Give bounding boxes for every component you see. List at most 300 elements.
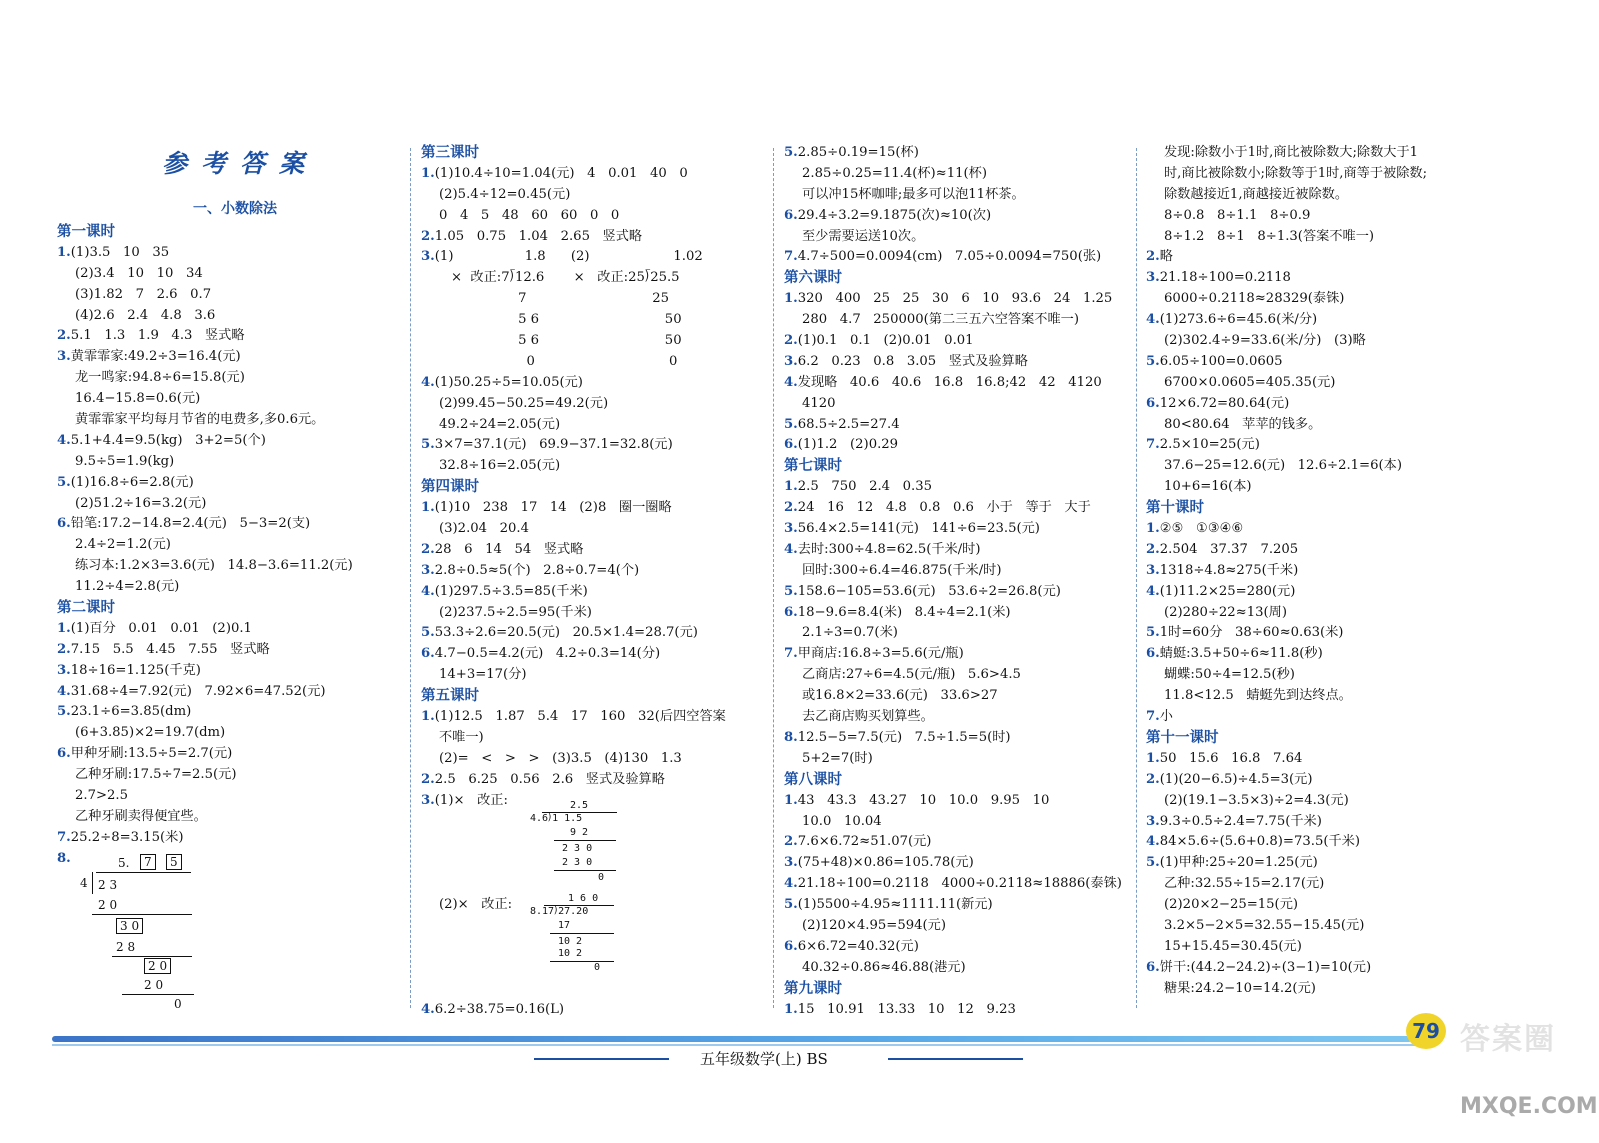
answer-text: 18−9.6=8.4(米) 8.4÷4=2.1(米) bbox=[797, 604, 1011, 620]
answer-continuation: (3)1.82 7 2.6 0.7 bbox=[75, 286, 212, 302]
answer-text: 53.3÷2.6=20.5(元) 20.5×1.4=28.7(元) bbox=[434, 625, 698, 641]
column-divider bbox=[410, 148, 411, 1008]
answer-item bbox=[57, 702, 402, 723]
item-number: 1. bbox=[421, 500, 435, 516]
answer-item bbox=[1146, 853, 1491, 874]
answer-continuation: 去乙商店购买划算些。 bbox=[802, 709, 934, 725]
divisor: 4 bbox=[80, 876, 88, 890]
footer-rule-right bbox=[888, 1058, 1023, 1060]
answer-continuation: 5+2=7(时) bbox=[802, 750, 873, 766]
answer-text: 7.6×6.72≈51.07(元) bbox=[797, 834, 932, 850]
answer-item bbox=[57, 431, 402, 452]
answer-text: 23.1÷6=3.85(dm) bbox=[70, 704, 192, 720]
answer-text: 黄霏霏家:49.2÷3=16.4(元) bbox=[70, 349, 241, 365]
answer-item bbox=[1146, 519, 1491, 540]
answer-item bbox=[784, 791, 1129, 812]
answer-item bbox=[784, 289, 1129, 310]
answer-item bbox=[421, 1000, 766, 1021]
item-number: 6. bbox=[421, 646, 435, 662]
answer-item bbox=[57, 682, 402, 703]
answer-continuation: 可以冲15杯咖啡;最多可以泡11杯茶。 bbox=[802, 186, 1025, 202]
answer-item bbox=[1146, 770, 1491, 791]
answer-text: 31.68÷4=7.92(元) 7.92×6=47.52(元) bbox=[70, 683, 326, 699]
answer-item bbox=[421, 644, 766, 665]
answer-item bbox=[421, 247, 766, 268]
answer-text: 9.3÷0.5÷2.4=7.75(千米) bbox=[1159, 813, 1322, 829]
item-number: 2. bbox=[421, 771, 435, 787]
answer-item bbox=[784, 853, 1129, 874]
answer-continuation: (2)(19.1−3.5×3)÷2=4.3(元) bbox=[1164, 792, 1349, 808]
item-number: 2. bbox=[1146, 249, 1160, 265]
answer-item bbox=[784, 247, 1129, 268]
division-row: 2 0 bbox=[98, 898, 118, 912]
answer-continuation: 11.8<12.5 蜻蜓先到达终点。 bbox=[1164, 688, 1352, 704]
answer-text: (1)273.6÷6=45.6(米/分) bbox=[1159, 312, 1318, 328]
answer-text: (1)50.25÷5=10.05(元) bbox=[434, 374, 583, 390]
answer-item bbox=[784, 435, 1129, 456]
item-number: 5. bbox=[421, 437, 435, 453]
answer-item bbox=[784, 728, 1129, 749]
item-number: 4. bbox=[421, 1001, 435, 1017]
answer-text: 6.2÷38.75=0.16(L) bbox=[434, 1001, 565, 1017]
answer-item bbox=[57, 514, 402, 535]
item-number: 2. bbox=[57, 641, 71, 657]
item-number: 1. bbox=[57, 244, 71, 260]
answer-continuation: (6+3.85)×2=19.7(dm) bbox=[75, 725, 226, 741]
answer-continuation: (2)120×4.95=594(元) bbox=[802, 917, 946, 933]
answer-continuation: 4120 bbox=[802, 395, 836, 411]
item-number: 1. bbox=[1146, 521, 1160, 537]
item-number: 3. bbox=[1146, 270, 1160, 286]
lesson-heading: 第七课时 bbox=[784, 458, 842, 475]
answer-item bbox=[784, 937, 1129, 958]
answer-continuation: 14+3=17(分) bbox=[439, 667, 527, 683]
answer-continuation: 0 0 bbox=[451, 353, 678, 369]
answer-item bbox=[784, 832, 1129, 853]
answer-text: 21.18÷100=0.2118 bbox=[1159, 270, 1291, 286]
answer-continuation: 至少需要运送10次。 bbox=[802, 228, 925, 244]
item-number: 1. bbox=[784, 291, 798, 307]
item-number: 3. bbox=[784, 855, 798, 871]
watermark-url: MXQE.COM bbox=[1460, 1094, 1598, 1119]
answer-text: 2.5 750 2.4 0.35 bbox=[797, 479, 932, 495]
division-row: 2 3 bbox=[98, 878, 118, 892]
item-number: 2. bbox=[57, 328, 71, 344]
item-number: 6. bbox=[784, 604, 798, 620]
item-number: 5. bbox=[784, 897, 798, 913]
answer-continuation: 11.2÷4=2.8(元) bbox=[75, 579, 180, 595]
answer-text: (1)甲种:25÷20=1.25(元) bbox=[1159, 855, 1318, 871]
answer-item bbox=[421, 373, 766, 394]
answer-item bbox=[57, 661, 402, 682]
item-number: 4. bbox=[784, 541, 798, 557]
answer-item bbox=[784, 582, 1129, 603]
item-number: 3. bbox=[784, 353, 798, 369]
answer-continuation: 32.8÷16=2.05(元) bbox=[439, 458, 561, 474]
answer-continuation: 乙商店:27÷6=4.5(元/瓶) 5.6>4.5 bbox=[802, 667, 1021, 683]
item-number: 6. bbox=[1146, 959, 1160, 975]
answer-text: 12×6.72=80.64(元) bbox=[1159, 395, 1290, 411]
answer-item bbox=[1146, 707, 1491, 728]
answer-text: 饼干:(44.2−24.2)÷(3−1)=10(元) bbox=[1159, 959, 1372, 975]
answer-text: (1)297.5÷3.5=85(千米) bbox=[434, 583, 588, 599]
item-number: 5. bbox=[784, 583, 798, 599]
answer-text: 21.18÷100=0.2118 4000÷0.2118≈18886(泰铢) bbox=[797, 876, 1122, 892]
item-number: 6. bbox=[57, 516, 71, 532]
lesson-heading: 第十课时 bbox=[1146, 500, 1204, 517]
answer-continuation: (4)2.6 2.4 4.8 3.6 bbox=[75, 307, 216, 323]
answer-continuation: 或16.8×2=33.6(元) 33.6>27 bbox=[802, 688, 998, 704]
quotient-box: 7 bbox=[140, 854, 156, 870]
item-number: 7. bbox=[784, 646, 798, 662]
answer-text: 158.6−105=53.6(元) 53.6÷2=26.8(元) bbox=[797, 583, 1061, 599]
answer-text: 铅笔:17.2−14.8=2.4(元) 5−3=2(支) bbox=[70, 516, 311, 532]
answer-text: 56.4×2.5=141(元) 141÷6=23.5(元) bbox=[797, 521, 1040, 537]
answer-item bbox=[57, 828, 402, 849]
answer-text: 3×7=37.1(元) 69.9−37.1=32.8(元) bbox=[434, 437, 673, 453]
answer-item bbox=[784, 540, 1129, 561]
answer-continuation: 2.7>2.5 bbox=[75, 788, 128, 804]
item-number: 4. bbox=[1146, 312, 1160, 328]
answer-continuation: 280 4.7 250000(第二三五六空答案不唯一) bbox=[802, 312, 1079, 328]
quotient-box: 5 bbox=[166, 854, 182, 870]
lesson-heading: 第二课时 bbox=[57, 600, 115, 617]
answer-continuation: 2.85÷0.25=11.4(杯)≈11(杯) bbox=[802, 165, 987, 181]
item-number: 5. bbox=[1146, 625, 1160, 641]
item-number: 3. bbox=[57, 349, 71, 365]
answer-text: 2.85÷0.19=15(杯) bbox=[797, 145, 919, 160]
item-number: 3. bbox=[421, 562, 435, 578]
answer-text: 甲种牙刷:13.5÷5=2.7(元) bbox=[70, 746, 233, 762]
division-row: 2 0 bbox=[144, 978, 164, 992]
item-number: 2. bbox=[1146, 771, 1160, 787]
answer-item bbox=[421, 164, 766, 185]
footer-bar bbox=[52, 1036, 1412, 1042]
answer-text: 84×5.6÷(5.6+0.8)=73.5(千米) bbox=[1159, 834, 1360, 850]
answer-text: 4.7÷500=0.0094(cm) 7.05÷0.0094=750(张) bbox=[797, 249, 1102, 265]
page-title: 参考答案 bbox=[161, 149, 318, 178]
answer-continuation: 8÷1.2 8÷1 8÷1.3(答案不唯一) bbox=[1164, 228, 1375, 244]
item-number: 6. bbox=[784, 207, 798, 223]
answer-continuation: 7 25 bbox=[451, 291, 669, 307]
answer-continuation: (2)= < > > (3)3.5 (4)130 1.3 bbox=[439, 750, 682, 766]
answer-continuation: 除数越接近1,商越接近被除数。 bbox=[1164, 186, 1349, 202]
lesson-heading: 第一课时 bbox=[57, 224, 115, 240]
answer-item bbox=[421, 707, 766, 728]
answer-item bbox=[1146, 749, 1491, 770]
footer-bar-accent bbox=[52, 1044, 1422, 1046]
answer-continuation: (2)51.2÷16=3.2(元) bbox=[75, 495, 207, 511]
answer-text: 15 10.91 13.33 10 12 9.23 bbox=[797, 1001, 1016, 1017]
division-row: 2 8 bbox=[116, 940, 136, 954]
division-row: 0 bbox=[174, 997, 182, 1011]
item-number: 4. bbox=[421, 374, 435, 390]
watermark-text: 答案圈 bbox=[1460, 1022, 1556, 1057]
answer-text: 1318÷4.8≈275(千米) bbox=[1159, 562, 1299, 578]
answer-continuation: (2)20×2−25=15(元) bbox=[1164, 897, 1299, 913]
answer-item bbox=[421, 623, 766, 644]
answer-item bbox=[784, 352, 1129, 373]
item-number: 3. bbox=[421, 792, 435, 808]
answer-continuation: 回时:300÷6.4=46.875(千米/时) bbox=[802, 562, 1002, 578]
answer-text: 小 bbox=[1159, 709, 1173, 725]
answer-item bbox=[784, 603, 1129, 624]
lesson-heading: 第四课时 bbox=[421, 479, 479, 496]
answer-continuation: (2)99.45−50.25=49.2(元) bbox=[439, 395, 609, 411]
answer-item bbox=[784, 373, 1129, 394]
item-number: 7. bbox=[57, 829, 71, 845]
item-number: 1. bbox=[57, 620, 71, 636]
item-number: 4. bbox=[1146, 583, 1160, 599]
item-number: 1. bbox=[784, 479, 798, 495]
answer-continuation: 蝴蝶:50÷4=12.5(秒) bbox=[1164, 667, 1295, 683]
answer-item bbox=[57, 473, 402, 494]
answer-column-4 bbox=[1146, 143, 1491, 1000]
answer-item bbox=[784, 498, 1129, 519]
answer-item bbox=[784, 895, 1129, 916]
item-number: 3. bbox=[1146, 813, 1160, 829]
footer-rule-left bbox=[534, 1058, 669, 1060]
answer-text: 1.05 0.75 1.04 2.65 竖式略 bbox=[434, 228, 643, 244]
answer-item bbox=[1146, 582, 1491, 603]
answer-column-1 bbox=[57, 222, 402, 870]
answer-text: (1)0.1 0.1 (2)0.01 0.01 bbox=[797, 333, 974, 349]
answer-item bbox=[784, 143, 1129, 164]
item-number: 1. bbox=[421, 165, 435, 181]
item-number: 6. bbox=[784, 938, 798, 954]
answer-item bbox=[1146, 832, 1491, 853]
answer-item bbox=[57, 326, 402, 347]
answer-text: 24 16 12 4.8 0.8 0.6 小于 等于 大于 bbox=[797, 500, 1091, 516]
answer-item bbox=[1146, 247, 1491, 268]
answer-text: 4.7−0.5=4.2(元) 4.2÷0.3=14(分) bbox=[434, 646, 661, 662]
answer-continuation: 80<80.64 苹苹的钱多。 bbox=[1164, 416, 1322, 432]
long-division-figure bbox=[78, 852, 208, 1012]
answer-continuation: (3)2.04 20.4 bbox=[439, 521, 529, 537]
item-number: 4. bbox=[57, 432, 71, 448]
answer-item bbox=[1146, 268, 1491, 289]
column-divider bbox=[1136, 148, 1137, 1008]
item-number: 2. bbox=[784, 333, 798, 349]
item-number: 5. bbox=[421, 625, 435, 641]
item-number: 2. bbox=[784, 834, 798, 850]
answer-text: (75+48)×0.86=105.78(元) bbox=[797, 855, 974, 871]
answer-item bbox=[57, 243, 402, 264]
answer-text: 18÷16=1.125(千克) bbox=[70, 662, 201, 678]
answer-item bbox=[784, 874, 1129, 895]
answer-text: (1)12.5 1.87 5.4 17 160 32(后四空答案 bbox=[434, 709, 726, 725]
answer-text: (1)(20−6.5)÷4.5=3(元) bbox=[1159, 771, 1313, 787]
answer-text: 7.15 5.5 4.45 7.55 竖式略 bbox=[70, 641, 270, 657]
item-number: 5. bbox=[784, 416, 798, 432]
answer-continuation: 乙种牙刷:17.5÷7=2.5(元) bbox=[75, 767, 237, 783]
answer-item bbox=[1146, 310, 1491, 331]
column-divider bbox=[773, 148, 774, 1008]
lesson-heading: 第三课时 bbox=[421, 145, 479, 161]
item-number: 7. bbox=[1146, 709, 1160, 725]
division-row: 3 0 bbox=[116, 918, 143, 934]
answer-item bbox=[1146, 812, 1491, 833]
answer-continuation: 6700×0.0605=405.35(元) bbox=[1164, 374, 1336, 390]
item-number: 5. bbox=[1146, 353, 1160, 369]
item-number: 5. bbox=[57, 704, 71, 720]
watermark-logo bbox=[1460, 1014, 1598, 1124]
answer-continuation: 16.4−15.8=0.6(元) bbox=[75, 391, 201, 407]
answer-text: (1)16.8÷6=2.8(元) bbox=[70, 474, 194, 490]
answer-continuation: 乙种:32.55÷15=2.17(元) bbox=[1164, 876, 1325, 892]
answer-continuation: 练习本:1.2×3=3.6(元) 14.8−3.6=11.2(元) bbox=[75, 558, 353, 574]
item-number: 8. bbox=[784, 729, 798, 745]
item-number: 3. bbox=[784, 521, 798, 537]
answer-continuation: 不唯一) bbox=[439, 729, 484, 745]
spacer bbox=[421, 979, 766, 1000]
item-number: 1. bbox=[784, 792, 798, 808]
division-row: 2 0 bbox=[144, 958, 171, 974]
item-number: 8. bbox=[57, 850, 71, 866]
item-number: 7. bbox=[784, 249, 798, 265]
item-number: 4. bbox=[57, 683, 71, 699]
answer-continuation: 40.32÷0.86≈46.88(港元) bbox=[802, 959, 966, 975]
division-sketch-1: 2.5 4.6⟌1 1.5 9 2 2 3 0 2 3 0 0 bbox=[530, 800, 620, 890]
answer-continuation: 6000÷0.2118≈28329(泰铢) bbox=[1164, 291, 1345, 307]
answer-continuation: (2)237.5÷2.5=95(千米) bbox=[439, 604, 592, 620]
item-number: 4. bbox=[1146, 834, 1160, 850]
item-number: 2. bbox=[1146, 541, 1160, 557]
answer-text: 甲商店:16.8÷3=5.6(元/瓶) bbox=[797, 646, 964, 662]
answer-continuation: 10.0 10.04 bbox=[802, 813, 882, 829]
answer-continuation: 时,商比被除数小;除数等于1时,商等于被除数; bbox=[1164, 165, 1428, 181]
item-number: 5. bbox=[784, 145, 798, 160]
answer-item bbox=[1146, 623, 1491, 644]
answer-item bbox=[57, 744, 402, 765]
item-number: 6. bbox=[1146, 395, 1160, 411]
answer-item bbox=[1146, 352, 1491, 373]
answer-item bbox=[784, 331, 1129, 352]
lesson-heading: 第六课时 bbox=[784, 270, 842, 287]
book-title: 五年级数学(上) BS bbox=[700, 1050, 828, 1068]
answer-continuation: 49.2÷24=2.05(元) bbox=[439, 416, 561, 432]
answer-text: 43 43.3 43.27 10 10.0 9.95 10 bbox=[797, 792, 1050, 808]
answer-item bbox=[784, 477, 1129, 498]
answer-text: 6.05÷100=0.0605 bbox=[1159, 353, 1283, 369]
answer-text: 2.5 6.25 0.56 2.6 竖式及验算略 bbox=[434, 771, 665, 787]
answer-continuation: (2)280÷22≈13(周) bbox=[1164, 604, 1287, 620]
lesson-heading: 第八课时 bbox=[784, 771, 842, 788]
answer-item bbox=[1146, 435, 1491, 456]
answer-continuation: 0 4 5 48 60 60 0 0 bbox=[439, 207, 620, 223]
answer-item bbox=[1146, 394, 1491, 415]
answer-item bbox=[57, 347, 402, 368]
answer-text: (1)10.4÷10=1.04(元) 4 0.01 40 0 bbox=[434, 165, 688, 181]
item-number: 6. bbox=[1146, 646, 1160, 662]
answer-continuation: 2.1÷3=0.7(米) bbox=[802, 625, 898, 641]
answer-text: (1)11.2×25=280(元) bbox=[1159, 583, 1296, 599]
answer-text: 50 15.6 16.8 7.64 bbox=[1159, 750, 1303, 766]
answer-continuation: (2)302.4÷9=33.6(米/分) (3)略 bbox=[1164, 333, 1366, 349]
item-number: 4. bbox=[421, 583, 435, 599]
page-number: 79 bbox=[1406, 1013, 1446, 1049]
item-number: 5. bbox=[57, 474, 71, 490]
answer-item bbox=[1146, 540, 1491, 561]
answer-text: 5.1 1.3 1.9 4.3 竖式略 bbox=[70, 328, 245, 344]
answer-item bbox=[784, 206, 1129, 227]
answer-text: 2.5̇0̇4 37.3̇7̇ 7.20̇5̇ bbox=[1159, 541, 1299, 557]
answer-text: (1)3.5 10 35 bbox=[70, 244, 170, 260]
answer-text: 28 6 14 54 竖式略 bbox=[434, 541, 584, 557]
answer-text: 去时:300÷4.8=62.5(千米/时) bbox=[797, 541, 981, 557]
item-number: 6. bbox=[784, 437, 798, 453]
answer-item bbox=[421, 561, 766, 582]
answer-text: 5.1+4.4=9.5(kg) 3+2=5(个) bbox=[70, 432, 266, 448]
lesson-heading: 第九课时 bbox=[784, 980, 842, 997]
answer-column-3 bbox=[784, 143, 1129, 1020]
answer-item bbox=[1146, 958, 1491, 979]
answer-text: (1) 1.8 (2) 1.02 bbox=[434, 249, 703, 265]
answer-continuation: 龙一鸣家:94.8÷6=15.8(元) bbox=[75, 370, 245, 386]
answer-item bbox=[784, 644, 1129, 665]
item-number: 3. bbox=[1146, 562, 1160, 578]
answer-text: 6×6.72=40.32(元) bbox=[797, 938, 919, 954]
answer-continuation: 发现:除数小于1时,商比被除数大;除数大于1 bbox=[1164, 145, 1419, 160]
answer-continuation: 5 6 50 bbox=[451, 312, 682, 328]
answer-item bbox=[1146, 561, 1491, 582]
answer-text: ②⑤ ①③④⑥ bbox=[1159, 521, 1244, 537]
answer-text: 2.8÷0.5≈5(个) 2.8÷0.7=4(个) bbox=[434, 562, 640, 578]
answer-text: (1)1.2 (2)0.29 bbox=[797, 437, 899, 453]
answer-text: 6.2 0.23 0.8 3.05 竖式及验算略 bbox=[797, 353, 1028, 369]
answer-text: 略 bbox=[1159, 249, 1173, 265]
answer-text: 25.2÷8=3.15(米) bbox=[70, 829, 184, 845]
lesson-heading: 第十一课时 bbox=[1146, 729, 1219, 746]
answer-item bbox=[1146, 644, 1491, 665]
answer-text: 29.4÷3.2=9.1875(次)≈10(次) bbox=[797, 207, 992, 223]
answer-continuation: 2.4÷2=1.2(元) bbox=[75, 537, 171, 553]
answer-text: 2.5×10=25(元) bbox=[1159, 437, 1260, 453]
answer-text: 蜻蜓:3.5+50÷6≈11.8(秒) bbox=[1159, 646, 1323, 662]
answer-continuation: 8÷0.8 8÷1.1 8÷0.9 bbox=[1164, 207, 1311, 223]
item-number: 4. bbox=[784, 374, 798, 390]
answer-item bbox=[421, 227, 766, 248]
answer-continuation: 9.5÷5=1.9(kg) bbox=[75, 453, 175, 469]
answer-item bbox=[421, 435, 766, 456]
answer-text: 320 400 25 25 30 6 10 93.6 24 1.25 bbox=[797, 291, 1113, 307]
answer-item bbox=[784, 519, 1129, 540]
answer-text: (1)× 改正: bbox=[434, 792, 508, 808]
answer-continuation: 5 6 50 bbox=[451, 333, 682, 349]
answer-item bbox=[57, 640, 402, 661]
answer-text: 12.5−5=7.5(元) 7.5÷1.5=5(时) bbox=[797, 729, 1011, 745]
answer-continuation: (2)3.4 10 10 34 bbox=[75, 265, 203, 281]
answer-text: (1)10 238 17 14 (2)8 圈一圈略 bbox=[434, 500, 672, 516]
item-number: 1. bbox=[1146, 750, 1160, 766]
quotient-digit: 5. bbox=[118, 856, 130, 870]
answer-text: 68.5÷2.5=27.4 bbox=[797, 416, 900, 432]
item-number: 3. bbox=[57, 662, 71, 678]
answer-continuation: × 改正:7⟌12.6 × 改正:25⟌25.5 bbox=[451, 270, 680, 286]
item-number: 3. bbox=[421, 249, 435, 265]
answer-continuation: 3.2×5−2×5=32.55−15.45(元) bbox=[1164, 917, 1365, 933]
item-number: 1. bbox=[784, 1001, 798, 1017]
answer-item bbox=[57, 619, 402, 640]
answer-continuation: 糖果:24.2−10=14.2(元) bbox=[1164, 980, 1316, 996]
answer-item bbox=[421, 582, 766, 603]
answer-text: 1时=60分 38÷60≈0.63(米) bbox=[1159, 625, 1344, 641]
answer-item bbox=[421, 540, 766, 561]
answer-continuation: (2)× 改正: bbox=[439, 897, 513, 913]
answer-item bbox=[421, 498, 766, 519]
answer-text: (1)百分 0.01 0.01 (2)0.1 bbox=[70, 620, 252, 636]
lesson-heading: 第五课时 bbox=[421, 688, 479, 705]
